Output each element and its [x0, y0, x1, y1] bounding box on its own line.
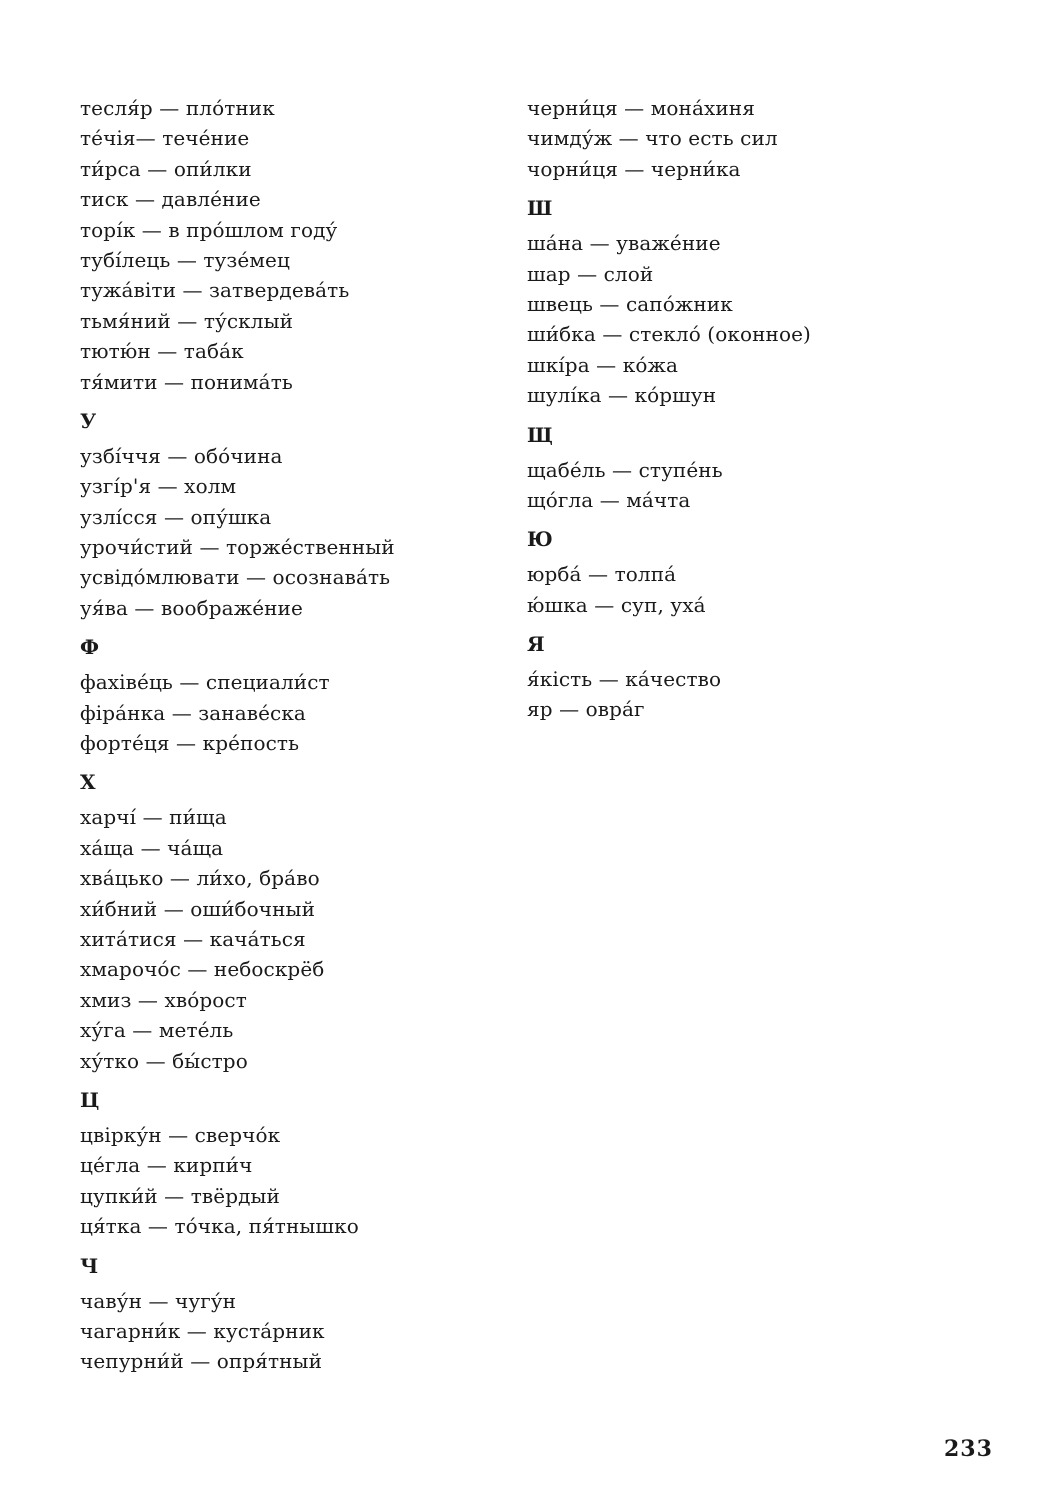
dictionary-entry: черни́ця — мона́хиня [527, 96, 755, 120]
dictionary-entry: ця́тка — то́чка, пя́тнышко [80, 1214, 359, 1239]
dictionary-entry: фіра́нка — занаве́ска [80, 700, 306, 725]
left-column [80, 93, 510, 1377]
section-letter: Ю [527, 527, 553, 552]
right-column [527, 93, 1007, 725]
dictionary-entry: урочи́стий — торже́ственный [80, 535, 395, 560]
dictionary-entry: чимду́ж — что есть сил [527, 126, 778, 151]
dictionary-entry: шкі́ра — ко́жа [527, 352, 678, 377]
dictionary-entry: тубі́лець — тузе́мец [80, 247, 290, 272]
dictionary-entry: ши́бка — стекло́ (оконное) [527, 322, 811, 347]
section-letter: Ш [527, 196, 553, 221]
dictionary-entry: хи́бний — оши́бочный [80, 896, 316, 921]
dictionary-entry: торі́к — в про́шлом году́ [80, 217, 338, 242]
dictionary-entry: чаву́н — чугу́н [80, 1288, 237, 1313]
dictionary-entry: ю́шка — суп, уха́ [527, 592, 706, 617]
dictionary-entry: ху́га — мете́ль [80, 1018, 234, 1043]
dictionary-entry: тя́мити — понима́ть [80, 369, 293, 394]
dictionary-entry: юрба́ — толпа́ [527, 562, 677, 587]
section-letter: Я [527, 632, 545, 657]
dictionary-entry: цупки́й — твёрдый [80, 1183, 280, 1208]
dictionary-entry: хва́цько — ли́хо, бра́во [80, 866, 320, 891]
dictionary-entry: я́кість — ка́чество [527, 667, 722, 692]
section-letter: Х [80, 770, 96, 795]
dictionary-entry: яр — овра́г [527, 697, 645, 722]
dictionary-entry: узбі́ччя — обо́чина [80, 443, 283, 468]
dictionary-entry: швець — сапо́жник [527, 291, 733, 316]
dictionary-entry: те́чія— тече́ние [80, 126, 250, 151]
section-letter: Ф [80, 635, 99, 660]
dictionary-entry: щабе́ль — ступе́нь [527, 457, 723, 482]
dictionary-entry: фахіве́ць — специали́ст [80, 670, 330, 695]
dictionary-entry: шулі́ка — ко́ршун [527, 383, 717, 408]
dictionary-entry: узгі́р'я — холм [80, 474, 237, 499]
dictionary-entry: тютю́н — таба́к [80, 339, 244, 364]
dictionary-entry: чагарни́к — куста́рник [80, 1318, 325, 1343]
dictionary-entry: ти́рса — опи́лки [80, 156, 252, 181]
page-number: 233 [944, 1436, 993, 1462]
dictionary-entry: ху́тко — бы́стро [80, 1048, 248, 1073]
dictionary-entry: тьмя́ний — ту́склый [80, 308, 294, 333]
dictionary-entry: що́гла — ма́чта [527, 487, 691, 512]
dictionary-entry: хита́тися — кача́ться [80, 926, 306, 951]
section-letter: Ч [80, 1253, 99, 1278]
section-letter: Щ [527, 422, 553, 447]
dictionary-entry: уя́ва — воображе́ние [80, 595, 303, 620]
dictionary-entry: чепурни́й — опря́тный [80, 1349, 322, 1374]
dictionary-entry: узлі́сся — опу́шка [80, 504, 272, 529]
dictionary-entry: тужа́віти — затвердева́ть [80, 278, 350, 303]
section-letter: У [80, 408, 97, 433]
dictionary-entry: цвірку́н — сверчо́к [80, 1122, 281, 1147]
dictionary-entry: шар — слой [527, 261, 654, 286]
dictionary-entry: усвідо́млювати — осознава́ть [80, 565, 391, 590]
section-letter: Ц [80, 1087, 100, 1112]
dictionary-entry: чорни́ця — черни́ка [527, 156, 741, 181]
dictionary-entry: це́гла — кирпи́ч [80, 1153, 253, 1178]
dictionary-entry: хмиз — хво́рост [80, 987, 247, 1012]
dictionary-entry: ша́на — уваже́ние [527, 231, 721, 256]
dictionary-entry: форте́ця — кре́пость [80, 731, 300, 756]
dictionary-entry: ха́ща — ча́ща [80, 835, 224, 860]
dictionary-entry: тесля́р — пло́тник [80, 96, 275, 120]
dictionary-entry: харчі́ — пи́ща [80, 805, 227, 830]
dictionary-entry: хмарочо́с — небоскрёб [80, 957, 325, 982]
dictionary-entry: тиск — давле́ние [80, 187, 261, 212]
